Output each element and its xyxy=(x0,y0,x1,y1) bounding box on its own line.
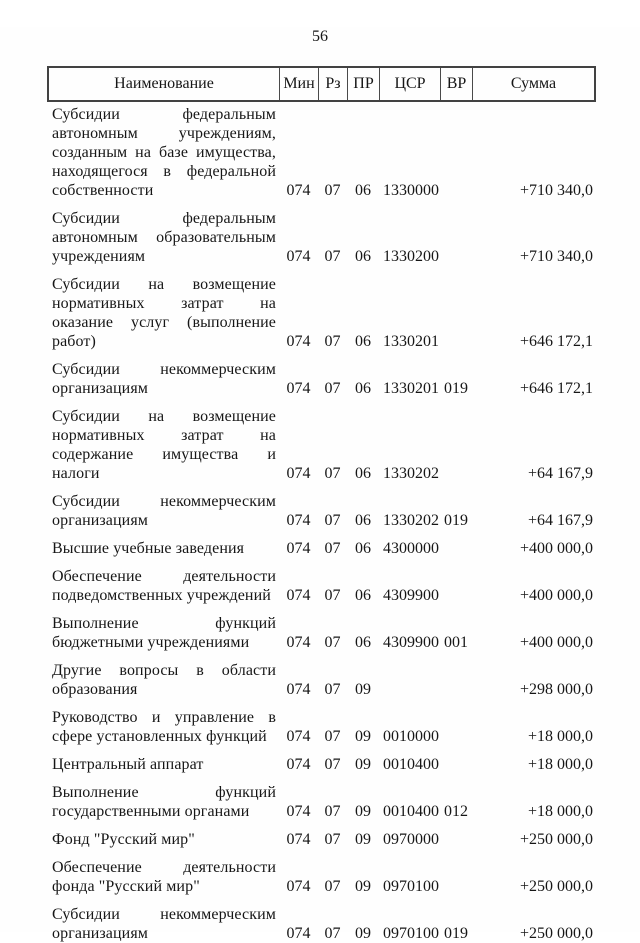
table-row xyxy=(49,661,594,699)
vr-cell: 019 xyxy=(444,512,468,529)
name-cell: Субсидии на возмещение нормативных затрат на оказание услуг (выполнение работ) xyxy=(52,276,276,350)
table-row xyxy=(49,209,594,266)
pr-cell: 06 xyxy=(355,512,371,529)
min-cell: 074 xyxy=(286,728,311,745)
rz-cell: 07 xyxy=(324,681,341,698)
pr-cell: 09 xyxy=(355,728,371,745)
name-cell: Высшие учебные заведения xyxy=(52,540,245,557)
pr-cell: 09 xyxy=(355,803,371,820)
rz-cell: 07 xyxy=(324,831,341,848)
min-cell: 074 xyxy=(286,681,311,698)
pr-cell: 06 xyxy=(355,465,371,482)
rz-cell: 07 xyxy=(324,803,341,820)
pr-cell: 06 xyxy=(355,182,371,199)
name-cell: Выполнение функций государственными органами xyxy=(52,784,276,820)
tsr-cell: 4309900 xyxy=(383,587,439,604)
tsr-cell: 0970100 xyxy=(383,925,439,942)
table-row xyxy=(49,830,594,849)
table-body xyxy=(47,105,596,943)
name-cell: Обеспечение деятельности подведомственных учреждений xyxy=(52,568,276,604)
sum-cell: +18 000,0 xyxy=(527,803,593,820)
sum-cell: +646 172,1 xyxy=(519,333,593,350)
rz-cell: 07 xyxy=(324,248,341,265)
min-cell: 074 xyxy=(286,512,311,529)
sum-cell: +400 000,0 xyxy=(519,587,593,604)
sum-cell: +646 172,1 xyxy=(519,380,593,397)
table-row xyxy=(49,360,594,398)
name-cell: Субсидии некоммерческим организациям xyxy=(52,361,276,397)
min-cell: 074 xyxy=(286,465,311,482)
name-cell: Обеспечение деятельности фонда "Русский мир" xyxy=(52,859,276,895)
name-cell: Фонд "Русский мир" xyxy=(52,831,195,848)
rz-cell: 07 xyxy=(324,756,341,773)
table-row xyxy=(49,567,594,605)
sum-cell: +250 000,0 xyxy=(519,831,593,848)
sum-cell: +250 000,0 xyxy=(519,925,593,942)
min-cell: 074 xyxy=(286,925,311,942)
table-row xyxy=(49,708,594,746)
sum-cell: +298 000,0 xyxy=(519,681,593,698)
name-cell: Субсидии федеральным автономным образовательным учреждениям xyxy=(52,210,276,265)
rz-cell: 07 xyxy=(324,728,341,745)
name-cell: Субсидии федеральным автономным учреждениям, созданным на базе имущества, находящегося в федеральной собственности xyxy=(52,106,276,199)
table-row xyxy=(49,539,594,558)
rz-cell: 07 xyxy=(324,465,341,482)
min-cell: 074 xyxy=(286,380,311,397)
rz-cell: 07 xyxy=(324,540,341,557)
column-header-name: Наименование xyxy=(114,75,214,92)
sum-cell: +64 167,9 xyxy=(527,465,593,482)
tsr-cell: 0010400 xyxy=(383,756,439,773)
min-cell: 074 xyxy=(286,756,311,773)
pr-cell: 09 xyxy=(355,756,371,773)
vr-cell: 001 xyxy=(444,634,468,651)
rz-cell: 07 xyxy=(324,512,341,529)
column-header-pr: ПР xyxy=(347,68,379,100)
budget-table xyxy=(47,66,596,943)
tsr-cell: 0010000 xyxy=(383,728,439,745)
table-row xyxy=(49,105,594,200)
column-header-sum: Сумма xyxy=(472,68,594,100)
tsr-cell: 4300000 xyxy=(383,540,439,557)
tsr-cell: 1330000 xyxy=(383,182,439,199)
pr-cell: 06 xyxy=(355,380,371,397)
pr-cell: 09 xyxy=(355,878,371,895)
name-cell: Руководство и управление в сфере установленных функций xyxy=(52,709,276,745)
min-cell: 074 xyxy=(286,333,311,350)
rz-cell: 07 xyxy=(324,587,341,604)
tsr-cell: 1330201 xyxy=(383,380,439,397)
table-row xyxy=(49,858,594,896)
document-page xyxy=(0,27,640,942)
table-row xyxy=(49,492,594,530)
sum-cell: +710 340,0 xyxy=(519,182,593,199)
rz-cell: 07 xyxy=(324,634,341,651)
tsr-cell: 1330202 xyxy=(383,512,439,529)
min-cell: 074 xyxy=(286,878,311,895)
sum-cell: +18 000,0 xyxy=(527,728,593,745)
rz-cell: 07 xyxy=(324,925,341,942)
table-row xyxy=(49,783,594,821)
pr-cell: 06 xyxy=(355,248,371,265)
name-cell: Другие вопросы в области образования xyxy=(52,662,276,698)
name-cell: Субсидии некоммерческим организациям xyxy=(52,493,276,529)
pr-cell: 09 xyxy=(355,831,371,848)
table-row xyxy=(49,905,594,943)
column-header-vr: ВР xyxy=(440,68,472,100)
column-header-min: Мин xyxy=(279,68,318,100)
sum-cell: +400 000,0 xyxy=(519,540,593,557)
vr-cell: 012 xyxy=(444,803,468,820)
vr-cell: 019 xyxy=(444,380,468,397)
rz-cell: 07 xyxy=(324,878,341,895)
pr-cell: 09 xyxy=(355,925,371,942)
rz-cell: 07 xyxy=(324,333,341,350)
table-row xyxy=(49,407,594,483)
sum-cell: +18 000,0 xyxy=(527,756,593,773)
tsr-cell: 1330201 xyxy=(383,333,439,350)
tsr-cell: 0010400 xyxy=(383,803,439,820)
sum-cell: +710 340,0 xyxy=(519,248,593,265)
table-row xyxy=(49,614,594,652)
pr-cell: 06 xyxy=(355,540,371,557)
tsr-cell: 4309900 xyxy=(383,634,439,651)
min-cell: 074 xyxy=(286,182,311,199)
sum-cell: +250 000,0 xyxy=(519,878,593,895)
rz-cell: 07 xyxy=(324,380,341,397)
name-cell: Выполнение функций бюджетными учреждениями xyxy=(52,615,276,651)
pr-cell: 09 xyxy=(355,681,371,698)
column-header-rz: Рз xyxy=(318,68,347,100)
table-header-row xyxy=(47,66,596,102)
min-cell: 074 xyxy=(286,587,311,604)
min-cell: 074 xyxy=(286,634,311,651)
vr-cell: 019 xyxy=(444,925,468,942)
min-cell: 074 xyxy=(286,803,311,820)
tsr-cell: 0970100 xyxy=(383,878,439,895)
sum-cell: +400 000,0 xyxy=(519,634,593,651)
pr-cell: 06 xyxy=(355,333,371,350)
min-cell: 074 xyxy=(286,831,311,848)
table-row xyxy=(49,275,594,351)
name-cell: Центральный аппарат xyxy=(52,756,204,773)
pr-cell: 06 xyxy=(355,587,371,604)
rz-cell: 07 xyxy=(324,182,341,199)
page-number: 56 xyxy=(312,28,328,45)
tsr-cell: 1330202 xyxy=(383,465,439,482)
pr-cell: 06 xyxy=(355,634,371,651)
column-header-tsr: ЦСР xyxy=(379,68,440,100)
name-cell: Субсидии на возмещение нормативных затрат на содержание имущества и налоги xyxy=(52,408,276,482)
min-cell: 074 xyxy=(286,540,311,557)
table-row xyxy=(49,755,594,774)
tsr-cell: 1330200 xyxy=(383,248,439,265)
name-cell: Субсидии некоммерческим организациям xyxy=(52,906,276,942)
min-cell: 074 xyxy=(286,248,311,265)
sum-cell: +64 167,9 xyxy=(527,512,593,529)
tsr-cell: 0970000 xyxy=(383,831,439,848)
